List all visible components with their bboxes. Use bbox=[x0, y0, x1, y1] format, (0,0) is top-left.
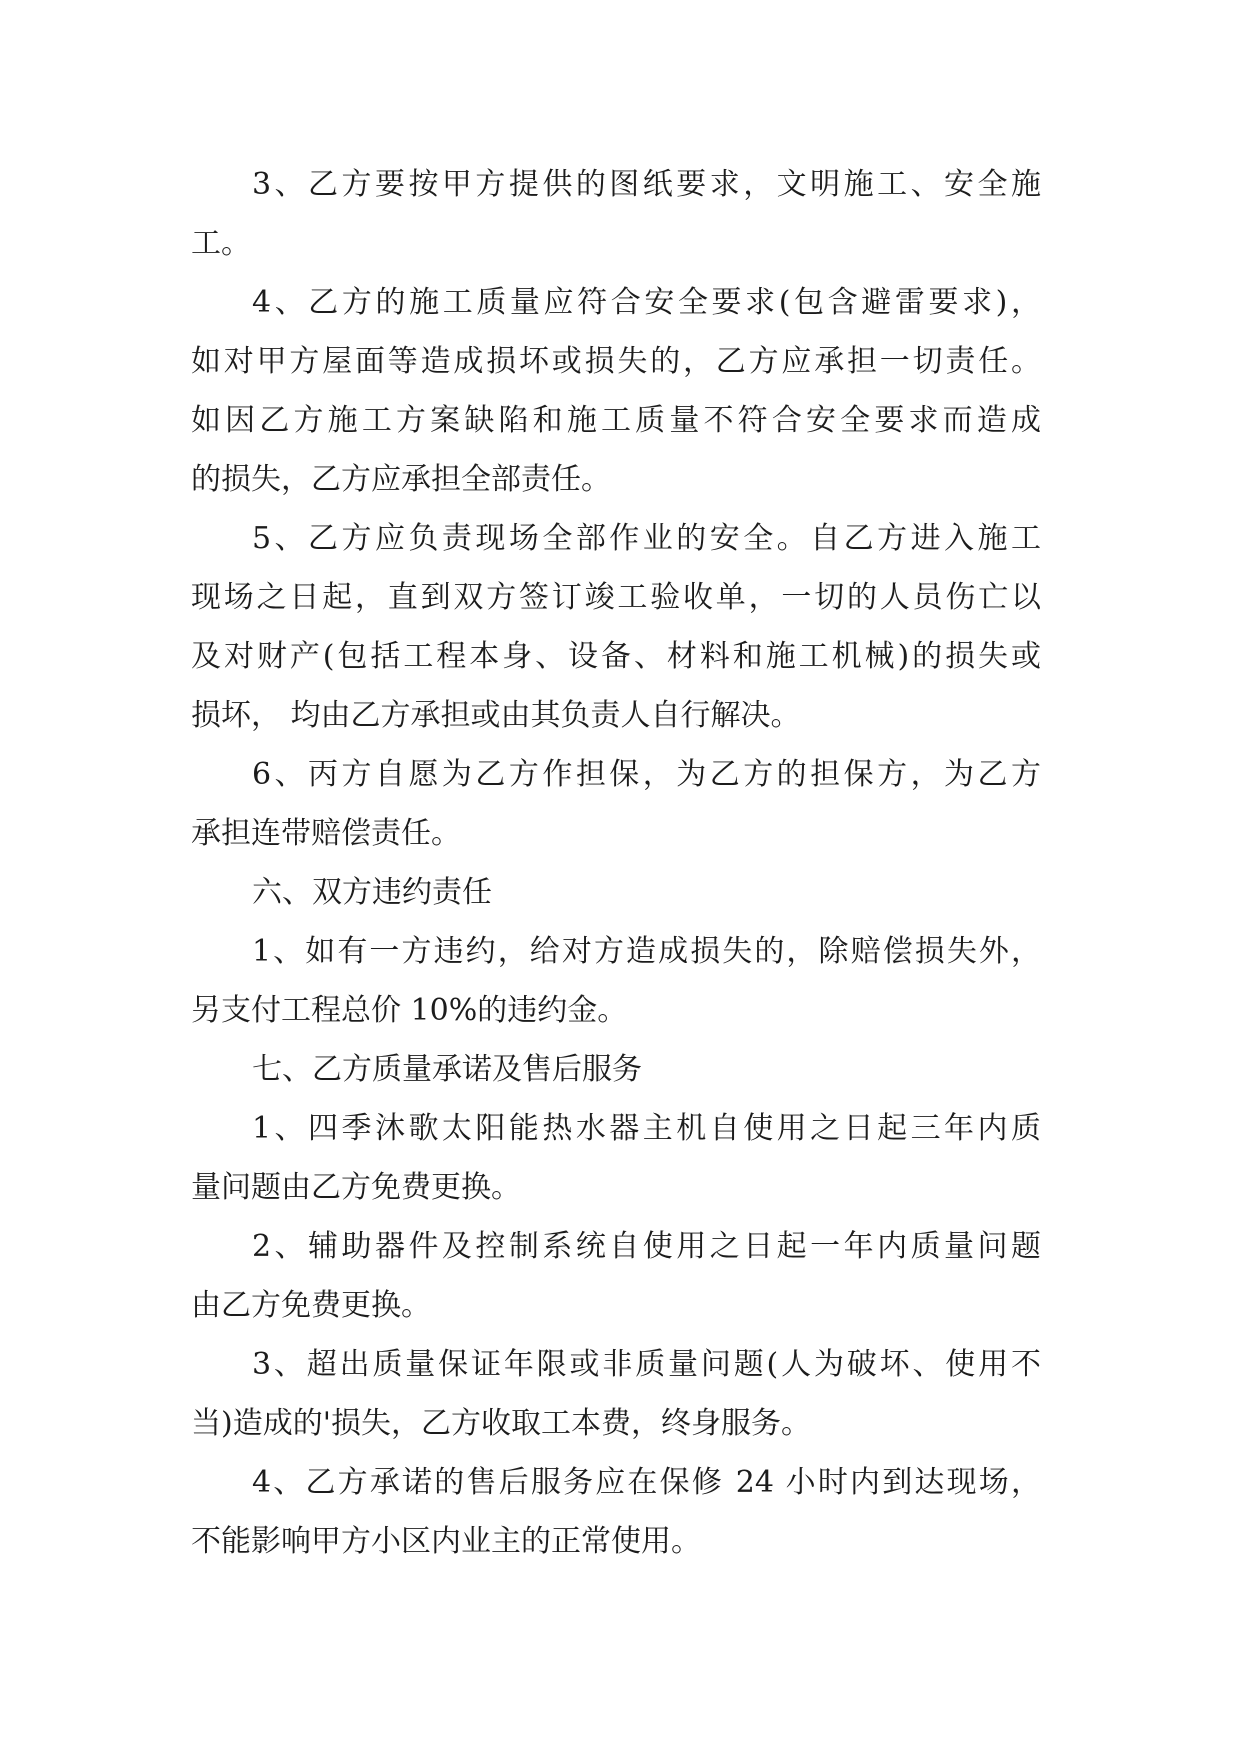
text-line: 如对甲方屋面等造成损坏或损失的，乙方应承担一切责任。 bbox=[191, 344, 1041, 379]
text-line: 不能影响甲方小区内业主的正常使用。 bbox=[191, 1524, 701, 1559]
text-line: 2、辅助器件及控制系统自使用之日起一年内质量问题 bbox=[252, 1229, 1041, 1264]
text-line: 另支付工程总价 10%的违约金。 bbox=[191, 993, 628, 1028]
text-line: 如因乙方施工方案缺陷和施工质量不符合安全要求而造成 bbox=[191, 403, 1041, 438]
text-line: 4、乙方的施工质量应符合安全要求(包含避雷要求)， bbox=[252, 285, 1041, 320]
text-line: 损坏， 均由乙方承担或由其负责人自行解决。 bbox=[191, 698, 801, 733]
text-line: 3、超出质量保证年限或非质量问题(人为破坏、使用不 bbox=[252, 1347, 1041, 1382]
text-line: 6、丙方自愿为乙方作担保，为乙方的担保方，为乙方 bbox=[252, 757, 1041, 792]
text-line: 由乙方免费更换。 bbox=[191, 1288, 431, 1323]
section-heading: 七、乙方质量承诺及售后服务 bbox=[252, 1052, 642, 1087]
text-line: 量问题由乙方免费更换。 bbox=[191, 1170, 521, 1205]
text-line: 4、乙方承诺的售后服务应在保修 24 小时内到达现场， bbox=[252, 1465, 1041, 1500]
text-line: 当)造成的'损失，乙方收取工本费，终身服务。 bbox=[191, 1406, 811, 1441]
text-line: 及对财产(包括工程本身、设备、材料和施工机械)的损失或 bbox=[191, 639, 1041, 674]
text-line: 承担连带赔偿责任。 bbox=[191, 816, 461, 851]
text-line: 工。 bbox=[191, 226, 251, 261]
text-line: 1、如有一方违约，给对方造成损失的，除赔偿损失外， bbox=[252, 934, 1041, 969]
text-line: 的损失，乙方应承担全部责任。 bbox=[191, 462, 611, 497]
text-line: 5、乙方应负责现场全部作业的安全。自乙方进入施工 bbox=[252, 521, 1041, 556]
text-line: 现场之日起，直到双方签订竣工验收单，一切的人员伤亡以 bbox=[191, 580, 1041, 615]
text-line: 1、四季沐歌太阳能热水器主机自使用之日起三年内质 bbox=[252, 1111, 1041, 1146]
section-heading: 六、双方违约责任 bbox=[252, 875, 492, 910]
text-line: 3、乙方要按甲方提供的图纸要求，文明施工、安全施 bbox=[252, 167, 1041, 202]
